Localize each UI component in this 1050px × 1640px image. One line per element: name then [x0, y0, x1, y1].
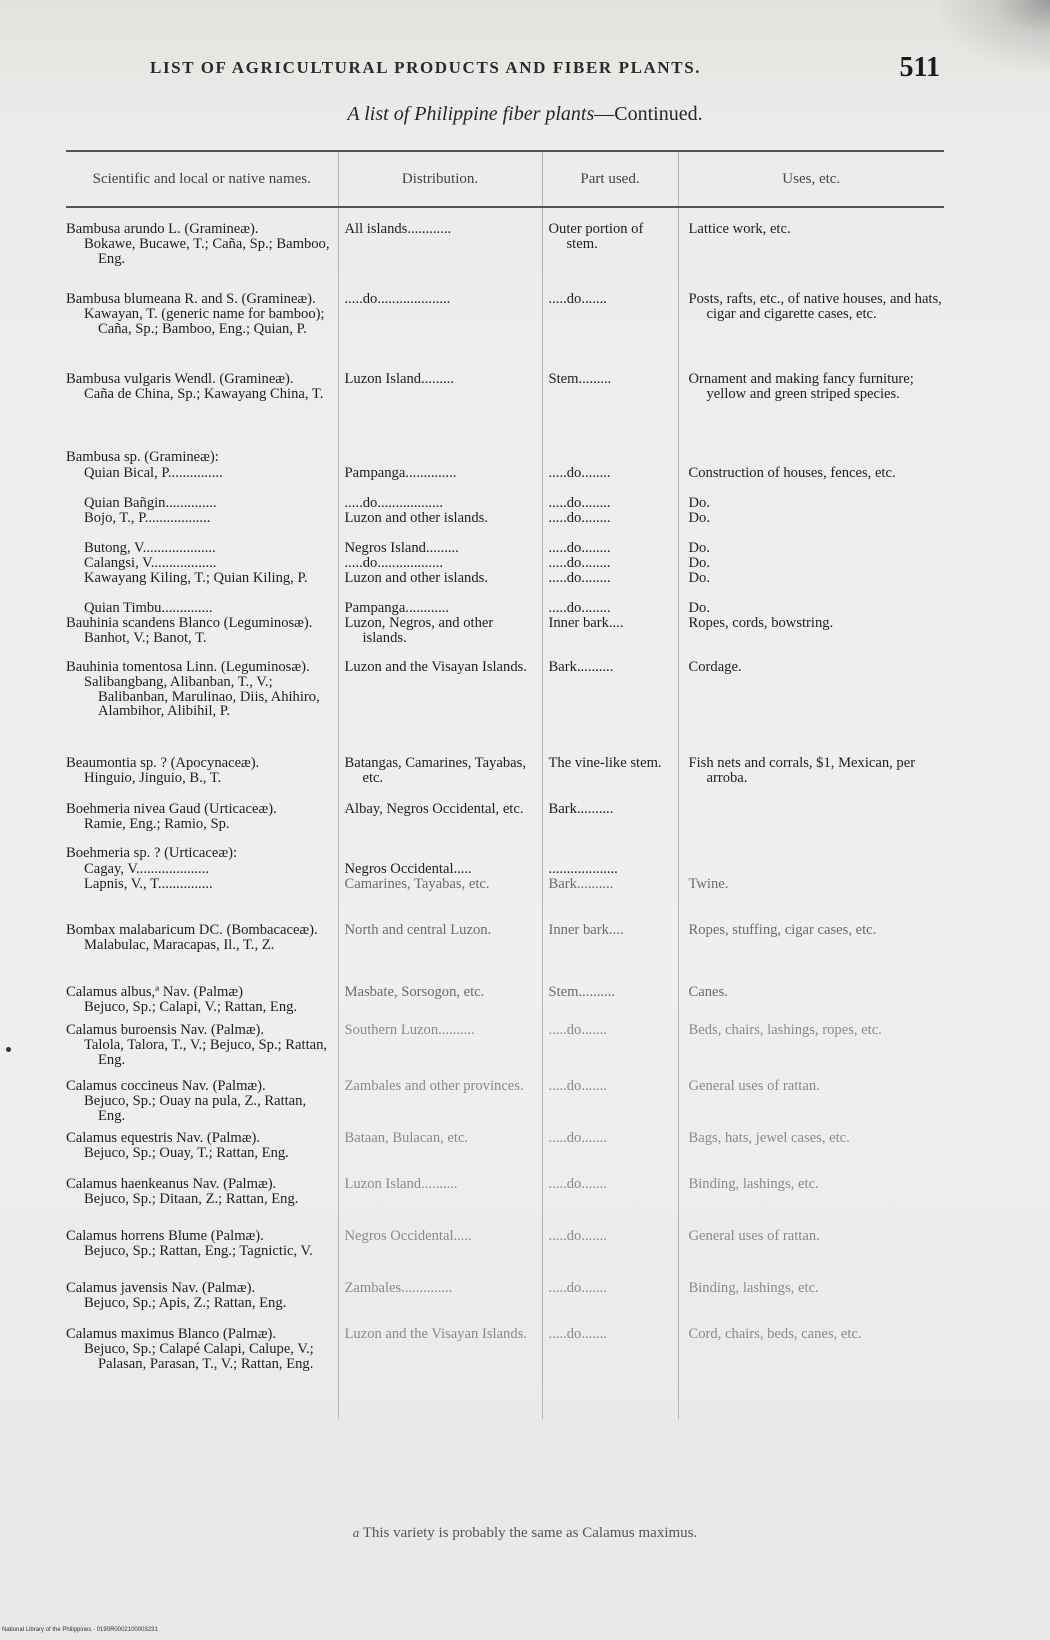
- cell-uses: [678, 756, 944, 802]
- cell-part: [542, 660, 678, 756]
- cell-uses-text: Do.: [688, 510, 710, 526]
- cell-part: [542, 372, 678, 450]
- cell-distribution-text: All islands............: [344, 221, 452, 237]
- cell-name: [66, 601, 338, 616]
- cell-uses-text: Twine.: [688, 876, 729, 892]
- local-names: Banhot, V.; Banot, T.: [84, 629, 207, 646]
- cell-uses-text: Do.: [688, 495, 710, 511]
- cell-distribution: [338, 222, 542, 292]
- cell-name: [66, 511, 338, 541]
- cell-part-text: .....do.......: [548, 1022, 607, 1038]
- cell-part: [542, 601, 678, 616]
- cell-part-text: Bark..........: [548, 659, 614, 675]
- cell-uses-text: Cordage.: [688, 659, 742, 675]
- cell-distribution: [338, 862, 542, 877]
- cell-name: [66, 1131, 338, 1177]
- cell-name: [66, 450, 338, 466]
- cell-distribution: [338, 571, 542, 601]
- cell-part-text: .....do........: [548, 600, 611, 616]
- cell-distribution-text: Luzon and other islands.: [344, 570, 488, 586]
- cell-name: [66, 1079, 338, 1131]
- cell-uses: [678, 846, 944, 862]
- local-names: Salibangbang, Alibanban, T., V.; Balibanban, Marulinao, Diis, Ahihiro, Alambihor, Alibihil, P.: [84, 673, 320, 720]
- cell-part: [542, 985, 678, 1023]
- cell-part: [542, 1327, 678, 1419]
- cell-part-text: .....do........: [548, 570, 611, 586]
- cell-distribution: [338, 1131, 542, 1177]
- cell-part: [542, 222, 678, 292]
- cell-distribution-text: Southern Luzon..........: [344, 1022, 475, 1038]
- cell-part: [542, 292, 678, 372]
- cell-name: [66, 1281, 338, 1327]
- cell-distribution-text: Pampanga..............: [344, 465, 457, 481]
- cell-part: [542, 466, 678, 496]
- cell-part-text: ...................: [548, 861, 618, 877]
- table-row: [66, 466, 944, 496]
- cell-uses-text: Do.: [688, 570, 710, 586]
- cell-name: [66, 923, 338, 985]
- cell-part-text: The vine-like stem.: [548, 755, 662, 771]
- cell-uses: [678, 496, 944, 511]
- cell-part-text: .....do.......: [548, 1176, 607, 1192]
- cell-uses: [678, 222, 944, 292]
- cell-part: [542, 1079, 678, 1131]
- margin-dot: [6, 1047, 11, 1052]
- scientific-name: Boehmeria sp. ? (Urticaceæ):: [66, 845, 237, 861]
- cell-part-text: .....do.......: [548, 1228, 607, 1244]
- cell-name: [66, 985, 338, 1023]
- cell-distribution: [338, 372, 542, 450]
- local-names: Ramie, Eng.; Ramio, Sp.: [84, 815, 230, 832]
- cell-uses: [678, 877, 944, 923]
- table-row: [66, 1131, 944, 1177]
- cell-distribution-text: Zambales and other provinces.: [344, 1078, 524, 1094]
- cell-uses-text: Binding, lashings, etc.: [688, 1176, 819, 1192]
- cell-distribution: [338, 1023, 542, 1079]
- table-body: [66, 207, 944, 1419]
- scientific-name: Calamus javensis Nav. (Palmæ).: [66, 1280, 256, 1296]
- local-names: Bojo, T., P..................: [84, 510, 211, 526]
- cell-uses: [678, 292, 944, 372]
- cell-part-text: Bark..........: [548, 801, 614, 817]
- table-row: [66, 450, 944, 466]
- local-names: Bejuco, Sp.; Calapé Calapi, Calupe, V.; Palasan, Parasan, T., V.; Rattan, Eng.: [84, 1340, 314, 1372]
- local-names: Bejuco, Sp.; Rattan, Eng.; Tagnictic, V.: [84, 1242, 313, 1259]
- cell-part: [542, 862, 678, 877]
- cell-part-text: .....do........: [548, 510, 611, 526]
- cell-part: [542, 556, 678, 571]
- cell-uses-text: Do.: [688, 555, 710, 571]
- cell-distribution-text: Negros Occidental.....: [344, 861, 472, 877]
- scientific-name: Bombax malabaricum DC. (Bombacaceæ).: [66, 922, 318, 938]
- cell-uses: [678, 1079, 944, 1131]
- cell-distribution-text: .....do..................: [344, 495, 444, 511]
- cell-uses-text: General uses of rattan.: [688, 1228, 820, 1244]
- cell-uses: [678, 571, 944, 601]
- cell-distribution: [338, 511, 542, 541]
- cell-name: [66, 1023, 338, 1079]
- table-row: [66, 877, 944, 923]
- cell-distribution: [338, 877, 542, 923]
- table-row: [66, 923, 944, 985]
- local-names: Bejuco, Sp.; Calapi, V.; Rattan, Eng.: [84, 998, 298, 1015]
- cell-part-text: .....do.......: [548, 1130, 607, 1146]
- cell-distribution: [338, 846, 542, 862]
- local-names: Malabulac, Maracapas, Il., T., Z.: [84, 936, 275, 953]
- local-names: Butong, V....................: [84, 540, 216, 556]
- scientific-name: Calamus equestris Nav. (Palmæ).: [66, 1130, 261, 1146]
- scientific-name: Calamus coccineus Nav. (Palmæ).: [66, 1078, 266, 1094]
- local-names: Lapnis, V., T...............: [84, 876, 213, 892]
- local-names: Caña de China, Sp.; Kawayang China, T.: [84, 385, 324, 402]
- scan-credit: National Library of the Philippines · 0190R0002100003231: [2, 1627, 158, 1633]
- local-names: Quian Bañgin..............: [84, 495, 217, 511]
- local-names: Cagay, V....................: [84, 861, 209, 877]
- cell-name: [66, 571, 338, 601]
- cell-uses: [678, 1327, 944, 1419]
- scientific-name: Calamus horrens Blume (Palmæ).: [66, 1228, 264, 1244]
- footnote-text: This variety is probably the same as Calamus maximus.: [362, 1525, 698, 1541]
- cell-uses: [678, 601, 944, 616]
- cell-distribution-text: Luzon Island..........: [344, 1176, 458, 1192]
- cell-uses: [678, 511, 944, 541]
- cell-uses: [678, 372, 944, 450]
- scientific-name: Calamus albus,ª Nav. (Palmæ): [66, 984, 243, 1000]
- cell-part-text: .....do........: [548, 555, 611, 571]
- cell-uses-text: Do.: [688, 600, 710, 616]
- cell-uses-text: General uses of rattan.: [688, 1078, 820, 1094]
- scientific-name: Boehmeria nivea Gaud (Urticaceæ).: [66, 801, 277, 817]
- cell-name: [66, 660, 338, 756]
- cell-uses-text: Lattice work, etc.: [688, 221, 791, 237]
- cell-distribution-text: North and central Luzon.: [344, 922, 492, 938]
- table-row: [66, 496, 944, 511]
- cell-distribution: [338, 496, 542, 511]
- cell-distribution: [338, 1281, 542, 1327]
- table-row: [66, 222, 944, 292]
- local-names: Bejuco, Sp.; Ouay, T.; Rattan, Eng.: [84, 1144, 289, 1161]
- cell-uses-text: Construction of houses, fences, etc.: [688, 465, 896, 481]
- table-row: [66, 756, 944, 802]
- cell-distribution: [338, 802, 542, 846]
- cell-uses: [678, 556, 944, 571]
- scientific-name: Calamus maximus Blanco (Palmæ).: [66, 1326, 276, 1342]
- cell-uses: [678, 450, 944, 466]
- cell-name: [66, 556, 338, 571]
- page-number: 511: [899, 52, 940, 83]
- cell-part: [542, 1229, 678, 1281]
- cell-part-text: .....do.......: [548, 291, 607, 307]
- header-distribution: Distribution.: [338, 151, 542, 207]
- cell-distribution: [338, 450, 542, 466]
- cell-distribution-text: .....do..................: [344, 555, 444, 571]
- cell-distribution-text: Pampanga............: [344, 600, 450, 616]
- cell-uses-text: Cord, chairs, beds, canes, etc.: [688, 1326, 862, 1342]
- cell-distribution: [338, 985, 542, 1023]
- local-names: Hinguio, Jinguio, B., T.: [84, 769, 222, 786]
- cell-part: [542, 756, 678, 802]
- scientific-name: Bambusa sp. (Gramineæ):: [66, 449, 219, 465]
- table-row: [66, 511, 944, 541]
- cell-uses-text: Beds, chairs, lashings, ropes, etc.: [688, 1022, 882, 1038]
- caption-suffix: —Continued.: [594, 103, 703, 125]
- local-names: Calangsi, V..................: [84, 555, 217, 571]
- local-names: Kawayan, T. (generic name for bamboo); Caña, Sp.; Bamboo, Eng.; Quian, P.: [84, 305, 325, 337]
- local-names: Talola, Talora, T., V.; Bejuco, Sp.; Rattan, Eng.: [84, 1036, 328, 1068]
- cell-part-text: .....do........: [548, 465, 611, 481]
- cell-uses: [678, 985, 944, 1023]
- table-row: [66, 571, 944, 601]
- scientific-name: Bambusa arundo L. (Gramineæ).: [66, 221, 259, 237]
- cell-distribution-text: .....do....................: [344, 291, 451, 307]
- scientific-name: Calamus haenkeanus Nav. (Palmæ).: [66, 1176, 277, 1192]
- cell-part-text: .....do.......: [548, 1078, 607, 1094]
- cell-uses: [678, 1229, 944, 1281]
- scientific-name: Bambusa vulgaris Wendl. (Gramineæ).: [66, 371, 294, 387]
- cell-uses-text: Ropes, stuffing, cigar cases, etc.: [688, 922, 877, 938]
- cell-name: [66, 756, 338, 802]
- cell-distribution-text: Luzon, Negros, and other islands.: [344, 615, 494, 646]
- cell-part: [542, 450, 678, 466]
- cell-part-text: Inner bark....: [548, 922, 624, 938]
- cell-part: [542, 1177, 678, 1229]
- cell-uses-text: Ornament and making fancy furniture; yellow and green striped species.: [688, 371, 914, 402]
- cell-name: [66, 616, 338, 660]
- cell-distribution: [338, 923, 542, 985]
- cell-distribution-text: Negros Occidental.....: [344, 1228, 472, 1244]
- cell-name: [66, 541, 338, 556]
- cell-distribution-text: Zambales..............: [344, 1280, 453, 1296]
- cell-distribution-text: Luzon and the Visayan Islands.: [344, 659, 527, 675]
- cell-part: [542, 846, 678, 862]
- cell-part-text: Outer portion of stem.: [548, 221, 644, 252]
- local-names: Bokawe, Bucawe, T.; Caña, Sp.; Bamboo, Eng.: [84, 235, 330, 267]
- cell-distribution: [338, 756, 542, 802]
- caption-italic: A list of Philippine fiber plants: [347, 103, 595, 125]
- cell-name: [66, 877, 338, 923]
- cell-distribution: [338, 1327, 542, 1419]
- cell-part-text: .....do.......: [548, 1326, 607, 1342]
- cell-part-text: Inner bark....: [548, 615, 624, 631]
- cell-part: [542, 1131, 678, 1177]
- cell-distribution: [338, 1177, 542, 1229]
- cell-name: [66, 802, 338, 846]
- cell-name: [66, 1177, 338, 1229]
- cell-part-text: Stem..........: [548, 984, 615, 1000]
- cell-distribution-text: Luzon and other islands.: [344, 510, 488, 526]
- table-header-row: [66, 151, 944, 207]
- cell-distribution-text: Masbate, Sorsogon, etc.: [344, 984, 485, 1000]
- cell-part: [542, 1281, 678, 1327]
- cell-uses: [678, 923, 944, 985]
- cell-part-text: .....do.......: [548, 1280, 607, 1296]
- table-row: [66, 372, 944, 450]
- cell-part-text: Bark..........: [548, 876, 614, 892]
- running-title: LIST OF AGRICULTURAL PRODUCTS AND FIBER PLANTS.: [150, 58, 702, 77]
- cell-distribution: [338, 292, 542, 372]
- cell-uses: [678, 541, 944, 556]
- table-row: [66, 1327, 944, 1419]
- local-names: Quian Bical, P...............: [84, 465, 223, 481]
- cell-uses-text: Fish nets and corrals, $1, Mexican, per arroba.: [688, 755, 916, 786]
- scientific-name: Beaumontia sp. ? (Apocynaceæ).: [66, 755, 260, 771]
- cell-part: [542, 511, 678, 541]
- cell-distribution-text: Negros Island.........: [344, 540, 459, 556]
- fiber-plants-table: [66, 150, 944, 1419]
- table-row: [66, 1177, 944, 1229]
- cell-uses: [678, 862, 944, 877]
- scientific-name: Bauhinia tomentosa Linn. (Leguminosæ).: [66, 659, 310, 675]
- table-row: [66, 802, 944, 846]
- local-names: Bejuco, Sp.; Ouay na pula, Z., Rattan, Eng.: [84, 1092, 307, 1124]
- table-row: [66, 541, 944, 556]
- cell-uses-text: Do.: [688, 540, 710, 556]
- cell-uses-text: Ropes, cords, bowstring.: [688, 615, 834, 631]
- cell-name: [66, 862, 338, 877]
- table-row: [66, 985, 944, 1023]
- cell-name: [66, 466, 338, 496]
- cell-distribution-text: Albay, Negros Occidental, etc.: [344, 801, 524, 817]
- cell-name: [66, 1229, 338, 1281]
- cell-part-text: .....do........: [548, 540, 611, 556]
- running-header: [150, 52, 940, 88]
- cell-name: [66, 292, 338, 372]
- cell-uses-text: Canes.: [688, 984, 728, 1000]
- table-row: [66, 1229, 944, 1281]
- cell-uses: [678, 1177, 944, 1229]
- cell-distribution-text: Luzon and the Visayan Islands.: [344, 1326, 527, 1342]
- cell-uses: [678, 616, 944, 660]
- cell-part: [542, 923, 678, 985]
- cell-uses: [678, 802, 944, 846]
- cell-name: [66, 846, 338, 862]
- cell-uses-text: Bags, hats, jewel cases, etc.: [688, 1130, 850, 1146]
- local-names: Bejuco, Sp.; Apis, Z.; Rattan, Eng.: [84, 1294, 287, 1311]
- header-name: Scientific and local or native names.: [66, 151, 338, 207]
- cell-distribution-text: Batangas, Camarines, Tayabas, etc.: [344, 755, 526, 786]
- cell-distribution: [338, 556, 542, 571]
- table-row: [66, 846, 944, 862]
- cell-distribution-text: Camarines, Tayabas, etc.: [344, 876, 490, 892]
- cell-distribution: [338, 1229, 542, 1281]
- cell-distribution: [338, 601, 542, 616]
- cell-distribution: [338, 660, 542, 756]
- footnote-mark: a: [352, 1525, 360, 1540]
- cell-uses: [678, 1281, 944, 1327]
- table-row: [66, 660, 944, 756]
- cell-part: [542, 802, 678, 846]
- cell-name: [66, 372, 338, 450]
- table-caption: [0, 103, 1050, 126]
- cell-name: [66, 222, 338, 292]
- cell-part: [542, 571, 678, 601]
- cell-part: [542, 541, 678, 556]
- local-names: Quian Timbu..............: [84, 600, 213, 616]
- table-row: [66, 292, 944, 372]
- cell-distribution-text: Bataan, Bulacan, etc.: [344, 1130, 469, 1146]
- cell-uses: [678, 1131, 944, 1177]
- cell-part: [542, 877, 678, 923]
- cell-part-text: Stem.........: [548, 371, 612, 387]
- scientific-name: Bauhinia scandens Blanco (Leguminosæ).: [66, 615, 313, 631]
- header-part: Part used.: [542, 151, 678, 207]
- cell-part-text: .....do........: [548, 495, 611, 511]
- table-row: [66, 601, 944, 616]
- header-uses: Uses, etc.: [678, 151, 944, 207]
- table-row: [66, 556, 944, 571]
- page-corner-shadow: [940, 0, 1050, 70]
- cell-part: [542, 496, 678, 511]
- cell-distribution: [338, 541, 542, 556]
- cell-uses-text: Binding, lashings, etc.: [688, 1280, 819, 1296]
- cell-distribution-text: Luzon Island.........: [344, 371, 454, 387]
- cell-distribution: [338, 466, 542, 496]
- scientific-name: Bambusa blumeana R. and S. (Gramineæ).: [66, 291, 316, 307]
- cell-uses: [678, 660, 944, 756]
- cell-uses: [678, 466, 944, 496]
- cell-uses-text: Posts, rafts, etc., of native houses, and hats, cigar and cigarette cases, etc.: [688, 291, 942, 322]
- table-row: [66, 1023, 944, 1079]
- footnote: [0, 1525, 1050, 1542]
- cell-distribution: [338, 1079, 542, 1131]
- table-row: [66, 1079, 944, 1131]
- cell-distribution: [338, 616, 542, 660]
- cell-name: [66, 496, 338, 511]
- table-row: [66, 862, 944, 877]
- table-row: [66, 616, 944, 660]
- cell-part: [542, 1023, 678, 1079]
- table-row: [66, 1281, 944, 1327]
- local-names: Kawayang Kiling, T.; Quian Kiling, P.: [84, 570, 308, 586]
- cell-part: [542, 616, 678, 660]
- cell-name: [66, 1327, 338, 1419]
- local-names: Bejuco, Sp.; Ditaan, Z.; Rattan, Eng.: [84, 1190, 299, 1207]
- scientific-name: Calamus buroensis Nav. (Palmæ).: [66, 1022, 265, 1038]
- cell-uses: [678, 1023, 944, 1079]
